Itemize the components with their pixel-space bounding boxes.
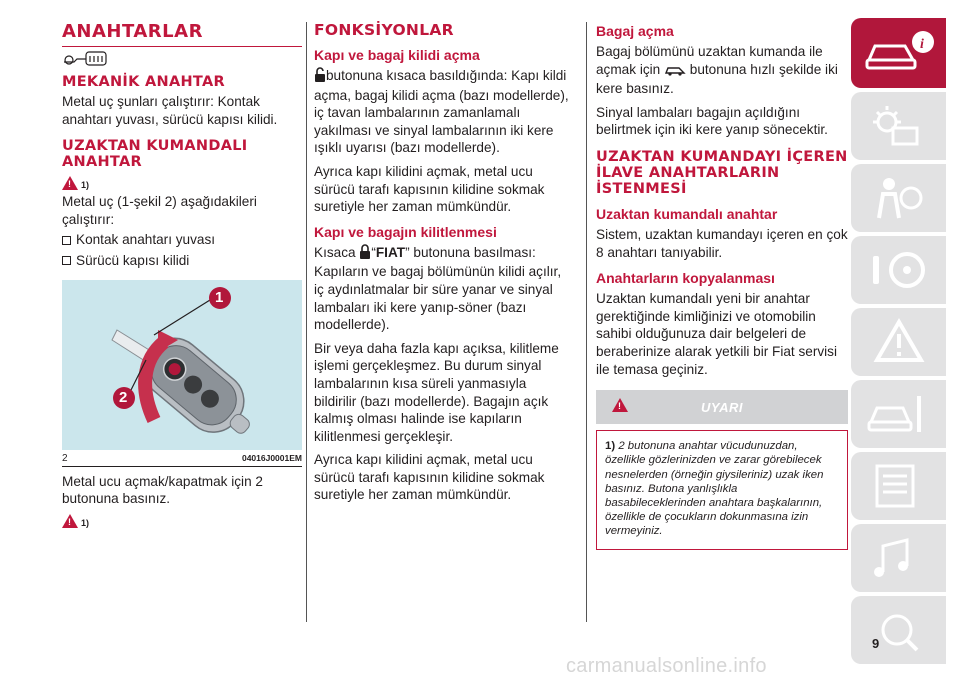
text-lock-3: Ayrıca kapı kilidini açmak, metal ucu sürücü tarafı kapısının kilidine sokmak suretiyle her zaman mümkündür. [314,452,545,503]
warning-lights-icon [863,100,935,152]
warning-number: 1) [605,440,616,453]
tab-emergency[interactable] [851,308,946,376]
figure-caption [62,453,302,467]
warning-ref-1[interactable] [62,176,302,190]
column-divider-2 [586,22,587,622]
heading-uzaktan-kumandali-anahtar: UZAKTAN KUMANDALI ANAHTAR [62,138,248,171]
warning-triangle-icon: ! [62,514,78,528]
lock-padlock-icon [359,244,371,264]
callout-label-2: 2 [119,388,128,406]
column-3 [596,22,848,550]
column-divider-1 [306,22,307,622]
car-info-icon [863,26,935,78]
tab-index[interactable] [851,596,946,664]
warning-text: 2 butonuna anahtar vücudunuzdan, özellikle gözlerinizden ve zarar görebilecek nesnelerden (örneğin giysileriniz) uzak iken basınız. Butona yanlışlıkla basabileceklerinden anahtara başkalarının, özellikle de çocukların dokunmasına izin vermeyiniz. [605,440,824,538]
car-wrench-icon [863,388,935,440]
heading-kapi-bagaj-kilidi-acma: Kapı ve bagaj kilidi açma [314,47,480,63]
tab-car-info[interactable] [851,18,946,88]
text-uzaktan: Metal uç (1-şekil 2) aşağıdakileri çalıştırır: [62,194,257,227]
callout-label-1: 1 [215,288,224,306]
warning-triangle-icon: ! [62,176,78,190]
text-bagaj-a: Bagaj bölümünü uzaktan kumanda ile açmak için [596,44,823,77]
section-title-anahtarlar: ANAHTARLAR [62,21,203,42]
heading-kapi-bagaj-kilitlenmesi: Kapı ve bagajın kilitlenmesi [314,223,497,240]
text-bagaj [596,43,848,98]
warning-header-label: UYARI [701,400,743,416]
text-lock: Kısaca “FIAT” butonuna basılması: Kapıların ve bagaj bölümünün kilidi açılır, iç aydınlatmalar bir süre yanar ve sinyal lambaları iki kere yanıp-söner (bazı modellerde). [314,244,562,333]
checkbox-bullet-icon [62,256,71,265]
text-figure: Metal ucu açmak/kapatmak için 2 butonuna basınız. [62,473,263,507]
warning-box [596,430,848,549]
text-mekanik: Metal uç şunları çalıştırır: Kontak anahtarı yuvası, sürücü kapısı kilidi. [62,94,278,127]
page-number: 9 [872,636,880,651]
text-copy: Uzaktan kumandalı yeni bir anahtar gerektiğinde kimliğinizi ve otomobilin sahibi olduğunuza dair belgeleri de beraberinize alarak yetkili bir Fiat servisi ile temasa geçiniz. [596,291,837,377]
steering-wheel-icon [863,244,935,296]
warning-ref-2[interactable] [62,514,302,528]
heading-anahtar-kopyalanmasi: Anahtarların kopyalanması [596,270,775,287]
text-lock-prefix: Kısaca [314,244,356,260]
text-unlock-body: butonuna kısaca basıldığında: Kapı kildi açma, bagaj kilidi açma (bazı modellerde), iç tavan lambalarının zamanlamalı yakılması ve sinyal lambalarının iki kere ışıklı uyarısı (bazı modellerde). [314,68,569,156]
technical-data-icon [863,460,935,512]
checkbox-bullet-icon [62,236,71,245]
text-bagaj-2: Sinyal lambaları bagajın açıldığını belirtmek için iki kere yanıp sönecektir. [596,104,828,138]
chapter-nav-rail [851,18,946,668]
key-figure [62,280,302,450]
key-logo-icon [62,50,302,68]
text-lock-2: Bir veya daha fazla kapı açıksa, kilitleme işlemi gerçekleşmez. Bu durum sinyal lambalarının kısa süreli yanmasıyla bildirilir (bazı modellerde). Bagajın açık kalmış olması halinde ise kapıların kilitlenmesi gerçekleşir. [314,340,559,444]
list-item-kontak [62,231,302,249]
heading-fonksiyonlar: FONKSİYONLAR [314,21,454,39]
watermark: carmanualsonline.info [566,655,767,677]
list-item-label: Kontak anahtarı yuvası [76,232,216,248]
fiat-label: FIAT [375,244,406,260]
tab-maintenance[interactable] [851,380,946,448]
heading-mekanik-anahtar: MEKANİK ANAHTAR [62,74,225,90]
list-item-surucu [62,252,302,270]
warning-triangle-nav-icon [863,316,935,368]
tab-starting-driving[interactable] [851,236,946,304]
text-unlock [314,67,570,157]
warning-ref-number: 1) [81,180,90,191]
warning-triangle-icon: ! [612,398,628,412]
unlock-padlock-icon [314,67,326,87]
figure-code: 04016J0001EM [241,452,302,463]
heading-bagaj-acma: Bagaj açma [596,23,674,39]
warning-ref-number: 1) [81,517,90,528]
text-bagaj-b: butonuna hızlı şekilde iki kere basınız. [596,61,838,97]
text-remote: Sistem, uzaktan kumandayı içeren en çok 8 anahtarı tanıyabilir. [596,226,848,260]
list-item-label: Sürücü kapısı kilidi [76,252,190,268]
tab-lights-warning[interactable] [851,92,946,160]
car-trunk-icon [664,63,686,81]
text-unlock-2: Ayrıca kapı kilidini açmak, metal ucu sürücü tarafı kapısının kilidine sokmak suretiyle her zaman mümkündür. [314,163,545,215]
svg-text:i: i [920,37,924,52]
key-illustration [62,280,302,450]
column-2 [314,22,570,504]
heading-ilave-anahtarlar: UZAKTAN KUMANDAYI İÇEREN İLAVE ANAHTARLARIN İSTENMESİ [596,148,848,197]
title-rule [62,46,302,47]
warning-header-bar [596,390,848,424]
seatbelt-airbag-icon [863,172,935,224]
tab-technical-data[interactable] [851,452,946,520]
multimedia-icon [863,532,935,584]
tab-multimedia[interactable] [851,524,946,592]
figure-number: 2 [62,452,68,464]
text-lock-body: butonuna basılması: Kapıların ve bagaj bölümünün kilidi açılır, iç aydınlatmalar bir süre yanar ve sinyal lambaları iki kere yanıp-söner (bazı modellerde). [314,244,562,333]
tab-safety[interactable] [851,164,946,232]
heading-uzaktan-kumandali-anahtar-2: Uzaktan kumandalı anahtar [596,205,778,222]
column-1 [62,22,302,528]
